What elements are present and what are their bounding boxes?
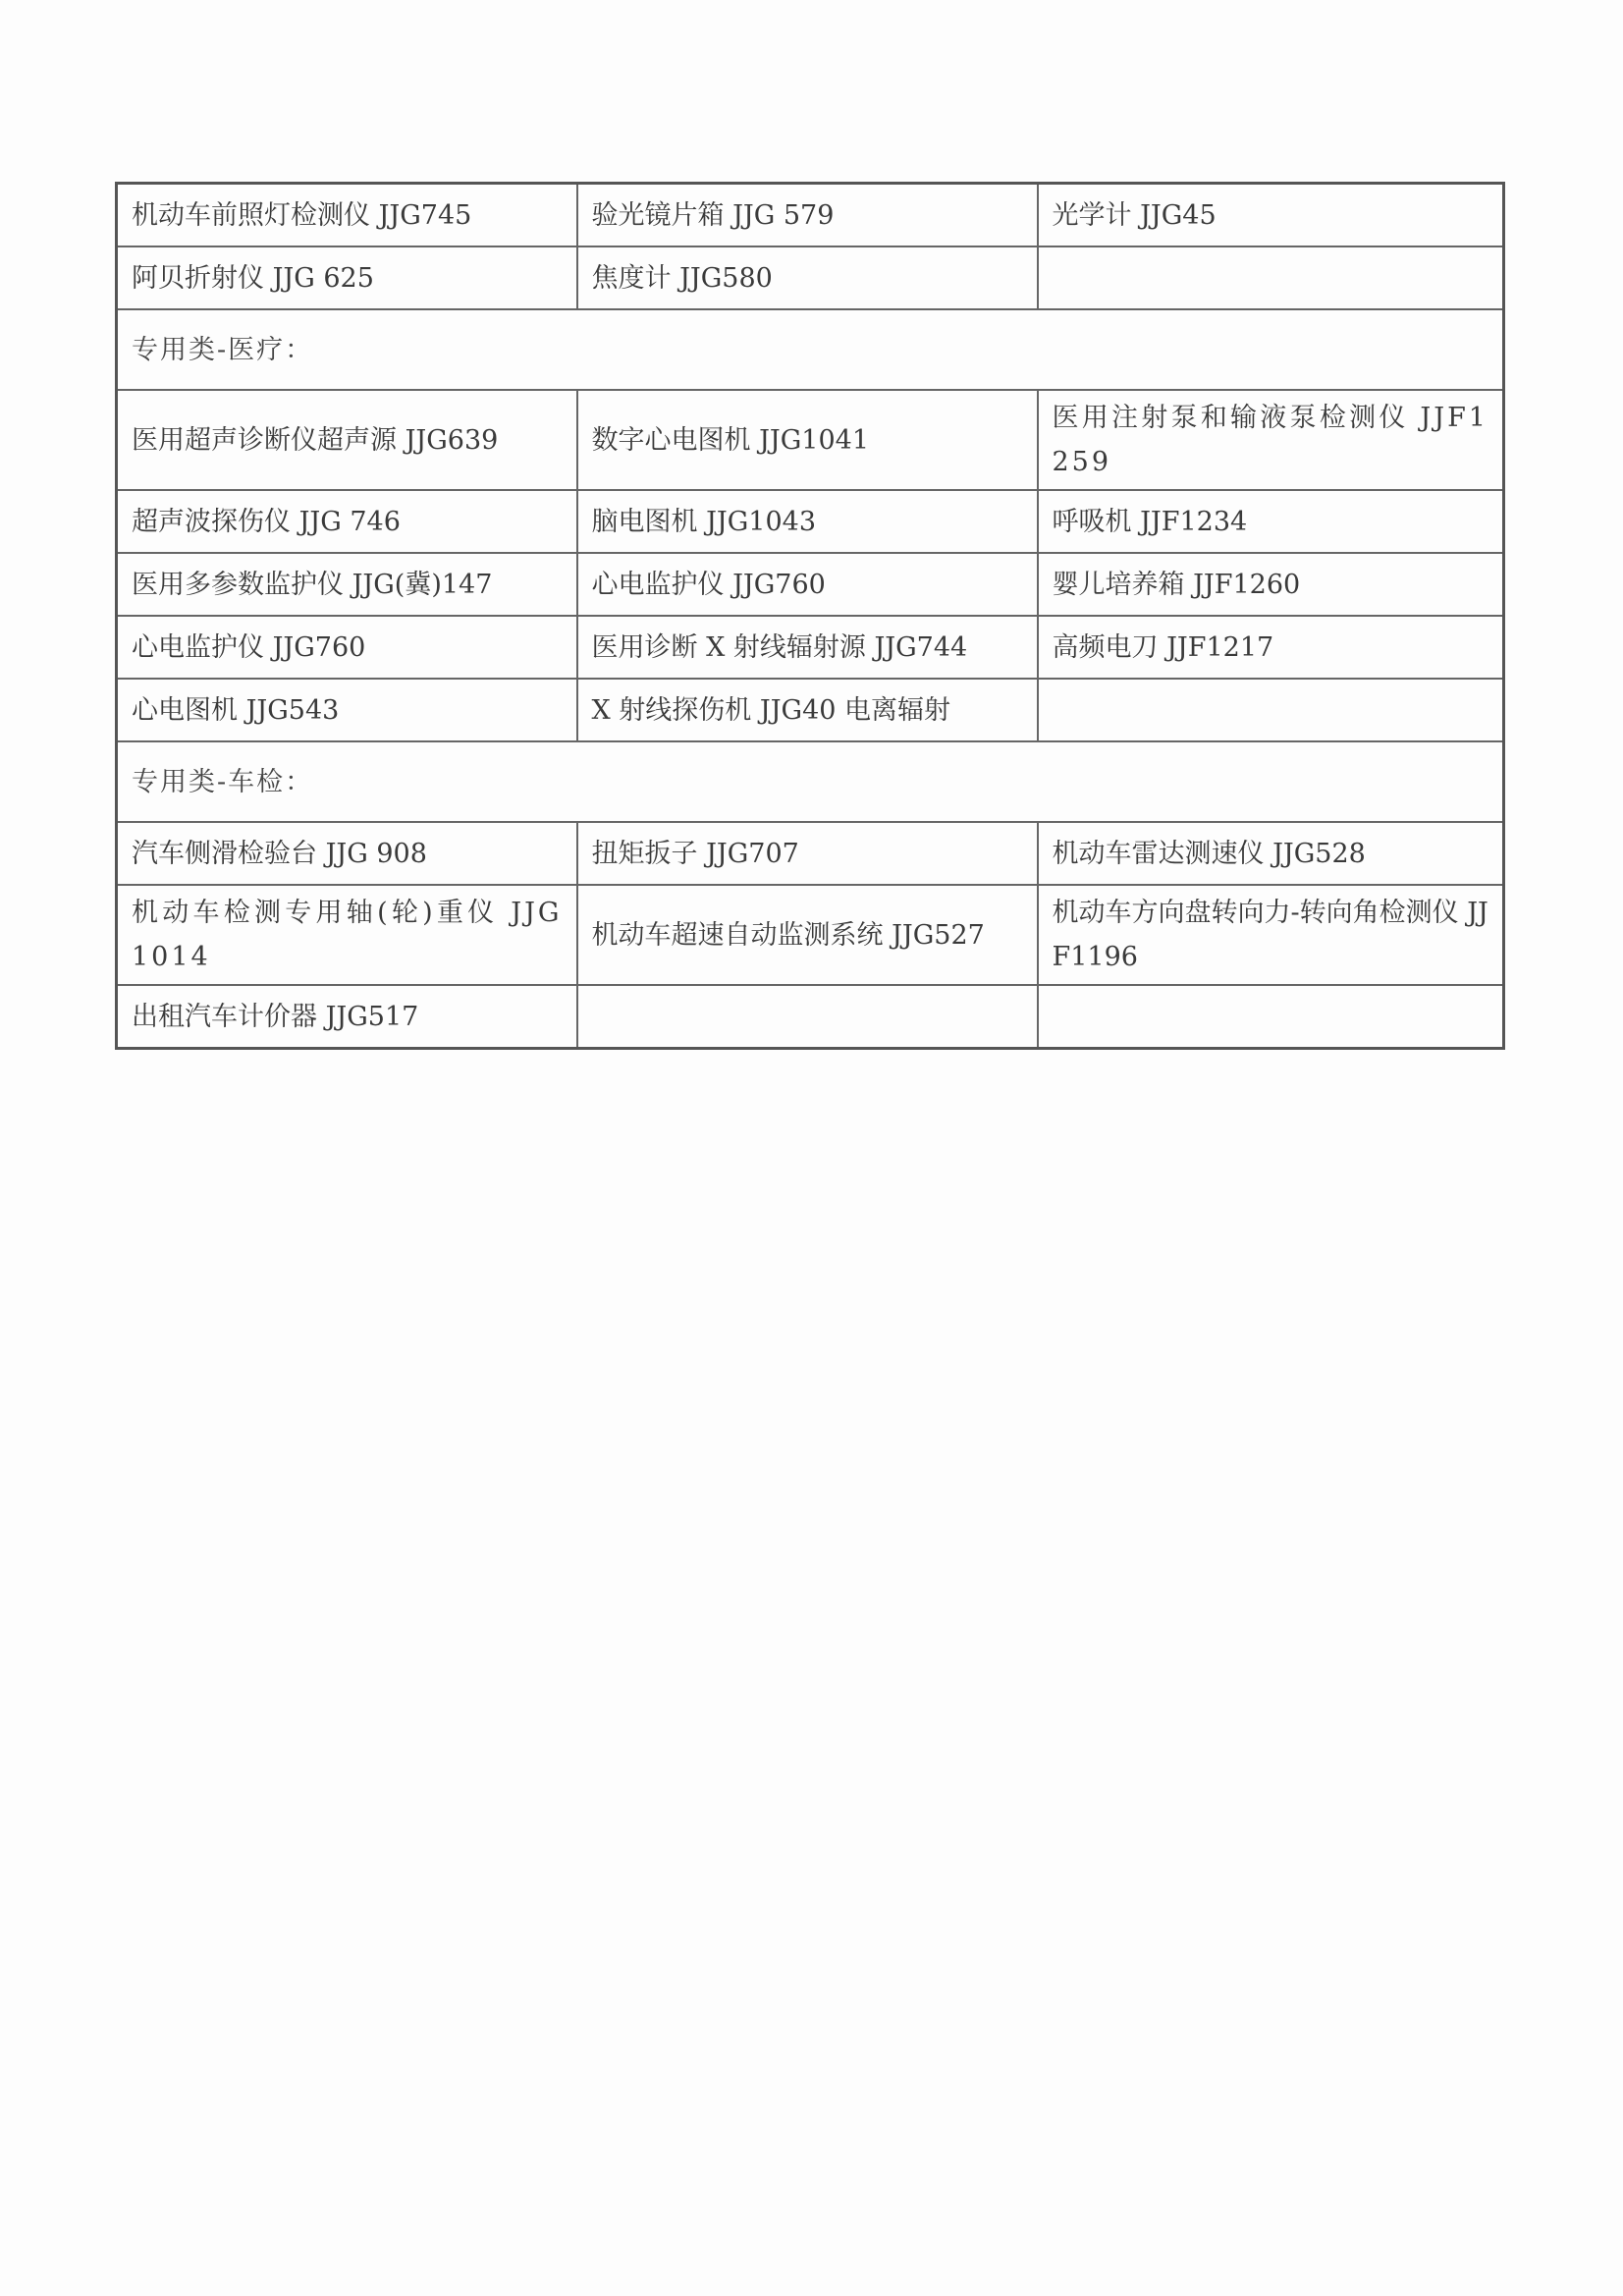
table-row bbox=[117, 390, 1504, 490]
table-cell: 婴儿培养箱 JJF1260 bbox=[1038, 553, 1504, 616]
section-heading-row bbox=[117, 741, 1504, 822]
section-heading-vehicle: 专用类-车检： bbox=[117, 741, 1504, 822]
table-cell: 高频电刀 JJF1217 bbox=[1038, 616, 1504, 679]
table-row bbox=[117, 985, 1504, 1049]
table-cell: 机动车前照灯检测仪 JJG745 bbox=[117, 184, 577, 247]
table-row bbox=[117, 553, 1504, 616]
table-cell: 医用超声诊断仪超声源 JJG639 bbox=[117, 390, 577, 490]
table-cell: 医用诊断 X 射线辐射源 JJG744 bbox=[577, 616, 1038, 679]
table-cell: 阿贝折射仪 JJG 625 bbox=[117, 246, 577, 309]
table-cell: 光学计 JJG45 bbox=[1038, 184, 1504, 247]
table-row bbox=[117, 184, 1504, 247]
table-cell: 机动车检测专用轴(轮)重仪 JJG 1014 bbox=[117, 885, 577, 985]
table-cell: 心电监护仪 JJG760 bbox=[117, 616, 577, 679]
section-heading-medical: 专用类-医疗： bbox=[117, 309, 1504, 390]
table-row bbox=[117, 822, 1504, 885]
table-cell: 呼吸机 JJF1234 bbox=[1038, 490, 1504, 553]
table-cell: 脑电图机 JJG1043 bbox=[577, 490, 1038, 553]
table-cell: 心电图机 JJG543 bbox=[117, 679, 577, 741]
table-cell bbox=[1038, 246, 1504, 309]
table-cell bbox=[577, 985, 1038, 1049]
table-row bbox=[117, 616, 1504, 679]
table-cell: 超声波探伤仪 JJG 746 bbox=[117, 490, 577, 553]
table-row bbox=[117, 679, 1504, 741]
table-row bbox=[117, 885, 1504, 985]
section-heading-row bbox=[117, 309, 1504, 390]
table-cell: 机动车雷达测速仪 JJG528 bbox=[1038, 822, 1504, 885]
table-cell: 验光镜片箱 JJG 579 bbox=[577, 184, 1038, 247]
table-cell: 机动车方向盘转向力-转向角检测仪 JJF1196 bbox=[1038, 885, 1504, 985]
table-cell: 机动车超速自动监测系统 JJG527 bbox=[577, 885, 1038, 985]
table-row bbox=[117, 246, 1504, 309]
table-cell: 汽车侧滑检验台 JJG 908 bbox=[117, 822, 577, 885]
table-row bbox=[117, 490, 1504, 553]
table-cell: 焦度计 JJG580 bbox=[577, 246, 1038, 309]
table-cell: 数字心电图机 JJG1041 bbox=[577, 390, 1038, 490]
table-cell: 医用多参数监护仪 JJG(冀)147 bbox=[117, 553, 577, 616]
table-cell: 医用注射泵和输液泵检测仪 JJF1259 bbox=[1038, 390, 1504, 490]
table-cell: 出租汽车计价器 JJG517 bbox=[117, 985, 577, 1049]
table-cell: 心电监护仪 JJG760 bbox=[577, 553, 1038, 616]
table-cell bbox=[1038, 985, 1504, 1049]
instrument-standards-table bbox=[115, 182, 1505, 1050]
table-cell: X 射线探伤机 JJG40 电离辐射 bbox=[577, 679, 1038, 741]
table-cell: 扭矩扳子 JJG707 bbox=[577, 822, 1038, 885]
table-cell bbox=[1038, 679, 1504, 741]
